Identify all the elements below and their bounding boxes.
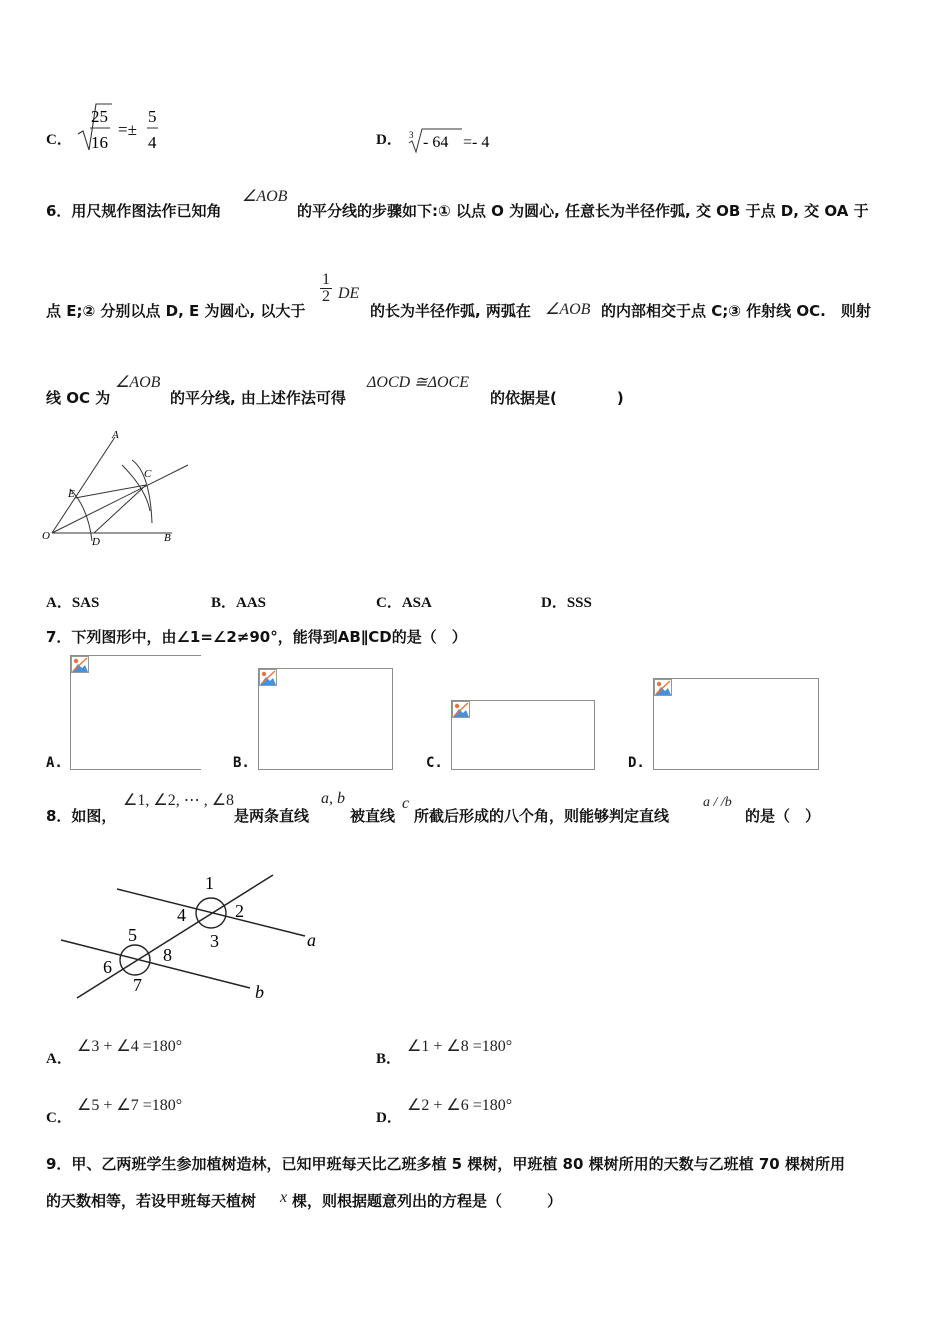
q8-angle-list: ∠1, ∠2, ⋯ , ∠8 — [123, 792, 235, 809]
q5-d-root-index: 3 — [409, 130, 414, 140]
angle-label-4: 4 — [177, 905, 186, 925]
q7-label-b: B. — [233, 755, 250, 771]
q6-angle-aob-3: ∠AOB — [115, 374, 161, 391]
q7-figure-d-placeholder — [653, 678, 819, 770]
q8-option-a-expr: ∠3 + ∠4 =180° — [77, 1038, 183, 1055]
angle-label-1: 1 — [205, 873, 214, 893]
angle-label-8: 8 — [163, 945, 172, 965]
angle-label-3: 3 — [210, 931, 219, 951]
intersection-circle-b — [120, 945, 150, 975]
q9-line2-start: 的天数相等，若设甲班每天植树 — [46, 1192, 257, 1210]
q8-transversal-figure — [55, 865, 335, 1010]
q5-option-d-label: D． — [376, 132, 402, 148]
q5-option-d-cuberoot — [406, 126, 506, 156]
q9-line1: 9．甲、乙两班学生参加植树造林，已知甲班每天比乙班多植 5 棵树，甲班植 80 棵树所用的天数与乙班植 70 棵树所用 — [46, 1155, 845, 1173]
q6-option-b-text: AAS — [236, 595, 267, 611]
q7-label-d: D. — [628, 755, 645, 771]
q7-label-c: C. — [426, 755, 443, 771]
angle-label-7: 7 — [133, 975, 142, 995]
q6-half-fraction — [320, 272, 332, 305]
q7-figure-a-placeholder — [70, 655, 201, 770]
q6-line2-mid: 的长为半径作弧, 两弧在 — [370, 302, 531, 320]
q8-stem-start: 8．如图， — [46, 807, 117, 825]
q6-line2-end: 的内部相交于点 C;③ 作射线 OC. 则射 — [601, 302, 871, 320]
angle-label-6: 6 — [103, 957, 112, 977]
q6-line2-start: 点 E;② 分别以点 D, E 为圆心, 以大于 — [46, 302, 306, 320]
ray-oa — [52, 437, 115, 533]
q5-d-radicand: - 64 — [423, 134, 449, 151]
q6-line1-end: 的平分线的步骤如下:① 以点 O 为圆心, 任意长为半径作弧, 交 OB 于点 D, 交 OA 于 — [297, 202, 869, 220]
q6-option-a — [46, 591, 99, 612]
q8-c: c — [402, 795, 410, 812]
q8-stem-end: 的是（ ） — [745, 807, 821, 825]
q6-option-d-label: D． — [541, 595, 567, 611]
q6-option-a-text: SAS — [71, 595, 100, 611]
q5-option-d-expression — [406, 126, 506, 160]
broken-image-icon — [654, 679, 672, 696]
q5-c-frac-den: 4 — [148, 133, 157, 152]
q8-ab: a, b — [321, 790, 345, 807]
q5-c-radicand-den: 16 — [91, 133, 108, 152]
label-e: E — [68, 488, 75, 500]
q6-bisector-figure — [40, 425, 200, 550]
q6-congruence: ΔOCD ≅ΔOCE — [367, 374, 469, 391]
q9-line2-end: 棵，则根据题意列出的方程是（ ） — [292, 1192, 563, 1210]
broken-image-icon — [452, 701, 470, 718]
q5-option-c-radical — [76, 100, 176, 156]
label-b: B — [164, 532, 171, 544]
q6-option-b-label: B． — [211, 595, 237, 611]
q8-stem-mid3: 所截后形成的八个角，则能够判定直线 — [414, 807, 670, 825]
q8-option-d-expr: ∠2 + ∠6 =180° — [407, 1097, 513, 1114]
q8-option-b-label: B． — [376, 1051, 402, 1067]
q6-half-num: 1 — [322, 271, 330, 288]
q6-option-d-text: SSS — [566, 595, 592, 611]
line-a — [117, 889, 305, 936]
q6-option-a-label: A． — [46, 595, 72, 611]
q5-d-equals: =- 4 — [463, 134, 490, 151]
q8-parallel: a / /b — [703, 795, 732, 810]
q8-option-a-label: A． — [46, 1051, 72, 1067]
q6-angle-aob-2: ∠AOB — [545, 301, 591, 318]
q9-variable-x: x — [280, 1189, 288, 1206]
q5-c-frac-num: 5 — [148, 107, 157, 126]
q7-figure-c-placeholder — [451, 700, 595, 770]
q6-line1-start: 6．用尺规作图法作已知角 — [46, 202, 222, 220]
q8-option-c-label: C． — [46, 1110, 72, 1126]
q6-option-c-text: ASA — [401, 595, 432, 611]
broken-image-icon — [259, 669, 277, 686]
q7-label-a: A. — [46, 755, 63, 771]
q6-option-c — [376, 591, 432, 612]
q8-option-d-label: D． — [376, 1110, 402, 1126]
line-b — [61, 940, 250, 988]
label-d: D — [92, 536, 100, 548]
q8-option-c-expr: ∠5 + ∠7 =180° — [77, 1097, 183, 1114]
angle-label-5: 5 — [128, 925, 137, 945]
line-label-a: a — [307, 930, 316, 950]
broken-image-icon — [71, 656, 89, 673]
q8-stem-mid1: 是两条直线 — [234, 807, 310, 825]
q8-option-b-expr: ∠1 + ∠8 =180° — [407, 1038, 513, 1055]
q6-half-den: 2 — [322, 288, 330, 305]
q7-figure-b-placeholder — [258, 668, 393, 770]
q6-angle-aob-1: ∠AOB — [242, 188, 288, 205]
label-a: A — [112, 429, 119, 441]
q8-stem-mid2: 被直线 — [350, 807, 396, 825]
q6-line3-mid: 的平分线, 由上述作法可得 — [170, 389, 346, 407]
line-label-b: b — [255, 982, 264, 1002]
q5-option-c-label: C． — [46, 132, 72, 148]
q5-c-radicand-num: 25 — [91, 107, 108, 126]
q6-option-c-label: C． — [376, 595, 402, 611]
q6-de: DE — [338, 285, 360, 302]
q7-stem: 7．下列图形中，由∠1=∠2≠90°，能得到AB∥CD的是（ ） — [46, 628, 467, 646]
label-o: O — [42, 530, 50, 542]
segment-dc — [94, 485, 146, 533]
q5-c-equals: =± — [118, 120, 137, 139]
q6-line3-start: 线 OC 为 — [46, 389, 111, 407]
angle-label-2: 2 — [235, 901, 244, 921]
q6-option-b — [211, 591, 266, 612]
label-c: C — [144, 468, 152, 480]
q5-option-c-expression — [76, 100, 176, 160]
q6-option-d — [541, 591, 592, 612]
q6-line3-end: 的依据是( ) — [490, 389, 624, 407]
line-c — [77, 875, 273, 998]
